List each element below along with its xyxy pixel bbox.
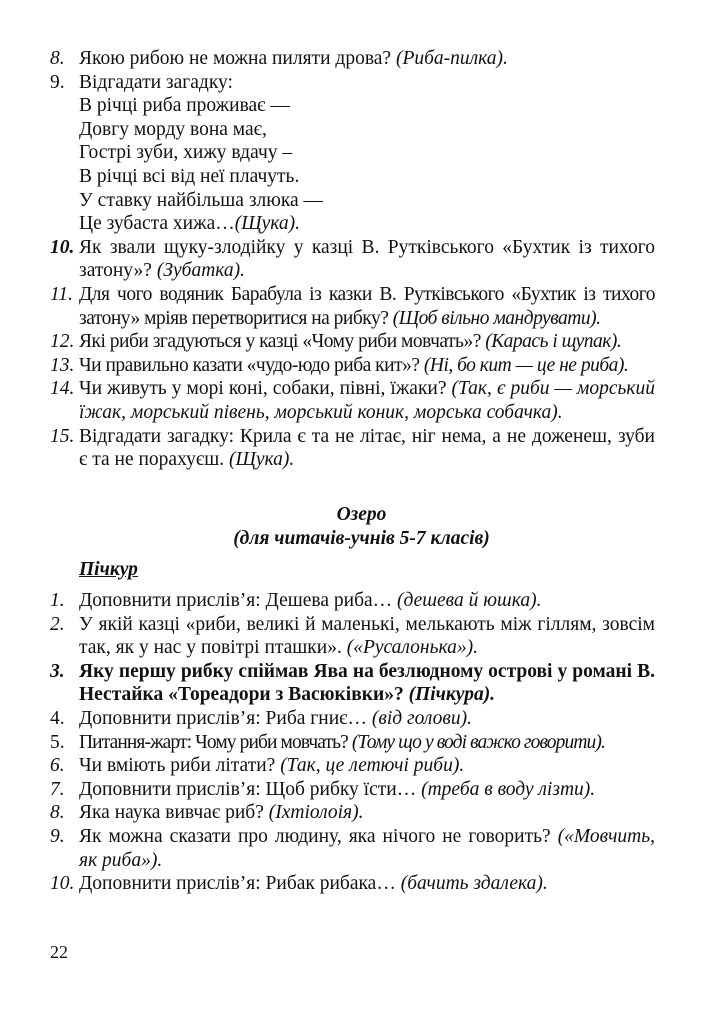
item-text [79, 47, 655, 71]
list-item [50, 354, 655, 378]
item-text [79, 377, 655, 424]
riddle-verse-line: У ставку найбільша злюка — [79, 189, 324, 211]
item-number: 8. [50, 802, 65, 824]
item-text [79, 236, 655, 283]
item-number: 5. [50, 731, 65, 753]
list-item [50, 778, 655, 802]
answer-text: (Пічкура). [408, 684, 496, 706]
item-text [79, 589, 655, 613]
question-text: Як можна сказати про людину, яка нічого не говорить? [79, 825, 558, 847]
question-text: Доповнити прислів’я: Рибак рибака… [79, 873, 401, 895]
item-text [79, 872, 655, 896]
answer-text: (Щука). [228, 449, 295, 471]
answer-text: (треба в воду лізти). [421, 778, 596, 800]
item-number: 10. [50, 236, 75, 258]
item-number: 9. [50, 71, 65, 93]
question-text: Як звали щуку-злодійку у казці В. Рутківського «Бухтик із тихого затону»? [79, 236, 655, 282]
item-text [79, 283, 655, 330]
answer-text: (Ні, бо кит — це не риба). [423, 354, 629, 376]
list-item [50, 707, 655, 731]
item-text [79, 330, 655, 354]
riddle-verse-text: Це зубаста хижа… [79, 213, 235, 235]
riddle-verse-line: В річці риба проживає — [79, 95, 290, 117]
section-heading-subtitle: (для читачів-учнів 5-7 класів) [233, 528, 490, 549]
answer-text: (Щоб вільно мандрувати). [392, 307, 601, 329]
item-number: 15. [50, 425, 75, 447]
question-text: Доповнити прислів’я: Дешева риба… [79, 590, 398, 611]
question-text: Доповнити прислів’я: Щоб рибку їсти… [79, 778, 422, 800]
answer-text: (Тому що у воді важко говорити). [351, 731, 605, 753]
list-item [50, 660, 655, 707]
answer-text: (Карась і щупак). [485, 331, 622, 353]
item-number: 10. [50, 873, 75, 895]
riddle-verse-line: В річці всі від неї плачуть. [79, 165, 300, 187]
list-item [50, 613, 655, 660]
answer-text: (Іхтіолоія). [268, 802, 364, 824]
answer-text: (від голови). [371, 707, 472, 729]
answer-text: (Риба-пилка). [395, 48, 508, 69]
item-text [79, 354, 655, 378]
item-text [79, 825, 655, 872]
item-number: 2. [50, 613, 65, 635]
item-number: 7. [50, 778, 65, 800]
question-text: Яка наука вивчає риб? [79, 802, 269, 824]
item-number: 13. [50, 354, 75, 376]
question-list-1 [50, 47, 655, 472]
list-item [50, 236, 655, 283]
list-item [50, 283, 655, 330]
item-text [79, 71, 655, 95]
answer-text: (дешева й юшка). [397, 590, 542, 611]
question-text: Відгадати загадку: [79, 71, 233, 93]
list-item [50, 872, 655, 896]
question-text: Чи вміють риби літати? [79, 755, 281, 777]
item-number: 4. [50, 707, 65, 729]
question-text: Якою рибою не можна пиляти дрова? [79, 48, 396, 69]
answer-text: (Так, є риби — морський їжак, морський півень, морський коник, морська собачка). [79, 378, 656, 423]
item-number: 14. [50, 378, 75, 400]
section-heading-title: Озеро [336, 504, 387, 525]
list-item [50, 377, 655, 424]
item-number: 6. [50, 755, 65, 777]
question-text: Яку першу рибку спіймав Ява на безлюдному острові у романі В. Нестайка «Тореадори з Васюківки»? [79, 660, 655, 706]
section-title: Пічкур [79, 559, 138, 580]
item-text [79, 425, 655, 472]
question-text: Для чого водяник Барабула із казки В. Рутківського «Бухтик із тихого затону» мріяв перетворитися на рибку? [79, 283, 655, 329]
list-item [50, 801, 655, 825]
item-text [79, 801, 655, 825]
item-text [79, 754, 655, 778]
riddle-verse-line [79, 212, 655, 236]
question-text: Відгадати загадку: Крила є та не літає, ніг нема, а не доженеш, зуби є та не порахуєш. [79, 425, 655, 471]
list-item [50, 47, 655, 71]
question-text: Чи правильно казати «чудо-юдо риба кит»? [79, 354, 424, 376]
list-item [50, 589, 655, 613]
list-item [50, 330, 655, 354]
list-item [50, 71, 655, 236]
item-text [79, 613, 655, 660]
item-number: 3. [50, 660, 65, 682]
riddle-verse-line: Довгу морду вона має, [79, 118, 267, 140]
item-number: 11. [50, 283, 73, 305]
answer-text: («Русалонька»). [346, 637, 478, 659]
item-text [79, 731, 655, 755]
question-list-2 [50, 589, 655, 896]
answer-text: («Мовчить, як риба»). [79, 825, 655, 871]
riddle-verse-line: Гострі зуби, хижу вдачу – [79, 142, 293, 164]
item-number: 9. [50, 825, 65, 847]
question-text: Питання-жарт: Чому риби мовчать? [79, 731, 352, 753]
question-text: Які риби згадуються у казці «Чому риби мовчать»? [79, 331, 486, 353]
question-text: У якій казці «риби, великі й маленькі, мелькають між гіллям, зовсім так, як у нас у повітрі пташки». [79, 613, 655, 659]
item-number: 12. [50, 331, 75, 353]
list-item [50, 425, 655, 472]
list-item [50, 825, 655, 872]
answer-text: (бачить здалека). [400, 873, 548, 895]
question-text: Доповнити прислів’я: Риба гниє… [79, 707, 372, 729]
question-text: Чи живуть у морі коні, собаки, півні, їжаки? [79, 378, 452, 400]
list-item [50, 754, 655, 778]
item-text [79, 660, 655, 707]
page-number: 22 [50, 942, 68, 962]
item-text [79, 778, 655, 802]
answer-text: (Зубатка). [156, 260, 246, 282]
answer-text: (Щука). [234, 213, 300, 235]
item-number: 1. [50, 590, 65, 611]
answer-text: (Так, це летючі риби). [280, 755, 465, 777]
item-number: 8. [50, 48, 65, 69]
list-item [50, 731, 655, 755]
item-text [79, 707, 655, 731]
